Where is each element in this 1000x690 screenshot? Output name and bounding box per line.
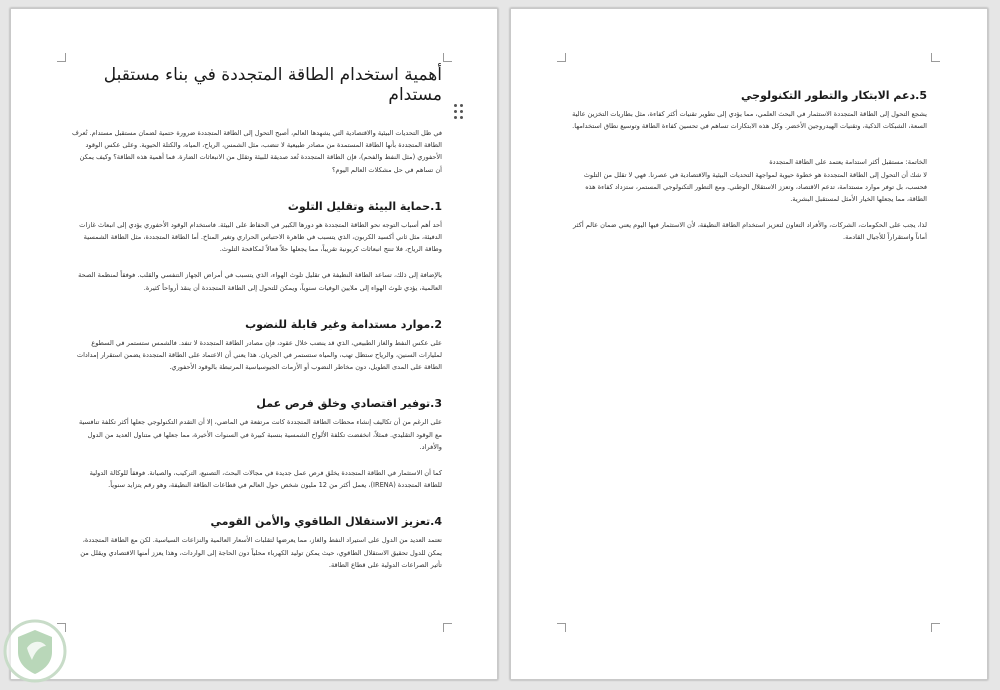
crop-mark [931, 623, 940, 632]
crop-mark [557, 53, 566, 62]
section-paragraph[interactable]: كما أن الاستثمار في الطاقة المتجددة يخلق فرص عمل جديدة في مجالات البحث، التصنيع، التركيب، والصيانة. فوفقاً للوكالة الدولية للطاقة المتجددة (IRENA)، يعمل أكثر من 12 مليون شخص حول العالم في قطاعات الطاقة النظيفة، وهو رقم يتزايد سنوياً. [89, 469, 442, 490]
section-heading[interactable]: 2.موارد مستدامة وغير قابلة للنضوب [245, 317, 442, 331]
drag-handle-icon[interactable] [454, 104, 464, 120]
shield-logo-icon [2, 618, 68, 684]
section-paragraph[interactable]: بالإضافة إلى ذلك، تساعد الطاقة النظيفة في تقليل تلوث الهواء، الذي يتسبب في أمراض الجهاز التنفسي والقلب. فوفقاً لمنظمة الصحة العالمية، يؤدي تلوث الهواء إلى ملايين الوفيات سنوياً، ويمكن للتحول إلى الطاقة المتجددة أن ينقذ أرواحاً كثيرة. [78, 271, 442, 292]
section-heading[interactable]: 4.تعزيز الاستقلال الطاقوي والأمن القومي [210, 515, 442, 529]
crop-mark [443, 623, 452, 632]
page-2-content[interactable] [571, 89, 927, 258]
document-page-2 [510, 8, 988, 680]
document-title[interactable]: أهمية استخدام الطاقة المتجددة في بناء مستقبل مستدام [103, 65, 442, 105]
section-heading[interactable]: 1.حماية البيئة وتقليل التلوث [287, 199, 442, 213]
section-paragraph[interactable]: أحد أهم أسباب التوجه نحو الطاقة المتجددة هو دورها الكبير في الحفاظ على البيئة. فاستخدام الوقود الأحفوري يؤدي إلى انبعاث غازات الدفيئة، مثل ثاني أكسيد الكربون، الذي يتسبب في ظاهرة الاحتباس الحراري وتغير المناخ. أما الطاقة المتجددة، مثل الطاقة الشمسية وطاقة الرياح، فلا تنتج انبعاثات كربونية تقريباً، مما يجعلها حلاً فعالاً لمكافحة التلوث. [79, 220, 442, 254]
section-heading[interactable]: 3.توفير اقتصادي وخلق فرص عمل [256, 397, 442, 411]
section-paragraph[interactable]: على الرغم من أن تكاليف إنشاء محطات الطاقة المتجددة كانت مرتفعة في الماضي، إلا أن التقدم التكنولوجي جعلها أكثر تكلفة تنافسية مع الوقود التقليدي. فمثلاً، انخفضت تكلفة الألواح الشمسية بنسبة كبيرة في السنوات الأخيرة، مما جعلها في متناول العديد من الدول والأفراد. [78, 418, 442, 451]
conclusion-paragraph[interactable]: لا شك أن التحول إلى الطاقة المتجددة هو خطوة حيوية لمواجهة التحديات البيئية والاقتصادية في عصرنا. فهي لا تقلل من التلوث فحسب، بل توفر موارد مستدامة، تدعم الاقتصاد، وتعزز الاستقلال الوطني. ومع التطور التكنولوجي المستمر، ستزداد كفاءة هذه الطاقة، مما يجعلها الخيار الأمثل لمستقبل البشرية. [583, 170, 927, 204]
crop-mark [57, 53, 66, 62]
crop-mark [443, 53, 452, 62]
section-paragraph[interactable]: على عكس النفط والغاز الطبيعي، الذي قد ينضب خلال عقود، فإن مصادر الطاقة المتجددة لا تنفد. فالشمس ستستمر في السطوع لمليارات السنين، والرياح ستظل تهب، والمياه ستستمر في الجريان. هذا يعني أن الاعتماد على الطاقة المتجددة يضمن استقرار إمدادات الطاقة على المدى الطويل، دون مخاطر النضوب أو الأزمات الجيوسياسية المرتبطة بالوقود الأحفوري. [76, 338, 442, 372]
intro-paragraph[interactable]: في ظل التحديات البيئية والاقتصادية التي يشهدها العالم، أصبح التحول إلى الطاقة المتجددة ضرورة حتمية لضمان مستقبل مستدام. تُعرف الطاقة المتجددة بأنها الطاقة المستمدة من مصادر طبيعية لا تنضب، مثل الشمس، الرياح، المياه، والكتلة الحيوية. وعلى عكس الوقود الأحفوري (مثل النفط والفحم)، فإن الطاقة المتجددة تُعد صديقة للبيئة وتقلل من الانبعاثات الضارة. فما أهمية هذه الطاقة؟ وكيف يمكن أن تساهم في حل مشكلات العالم اليوم؟ [71, 129, 442, 174]
crop-mark [931, 53, 940, 62]
conclusion-label[interactable]: الخاتمة: مستقبل أكثر استدامة يعتمد على الطاقة المتجددة [769, 158, 927, 167]
closing-paragraph[interactable]: لذا، يجب على الحكومات، الشركات، والأفراد التعاون لتعزيز استخدام الطاقة النظيفة، لأن الاستثمار فيها اليوم يعني ضمان عالم أكثر أماناً واستقراراً للأجيال القادمة. [573, 221, 927, 242]
section-heading[interactable]: 5.دعم الابتكار والتطور التكنولوجي [741, 89, 927, 102]
page-1-content[interactable] [71, 65, 442, 585]
section-paragraph[interactable]: يشجع التحول إلى الطاقة المتجددة الاستثمار في البحث العلمي، مما يؤدي إلى تطوير تقنيات أكثر كفاءة، مثل بطاريات التخزين عالية السعة، الشبكات الذكية، وتقنيات الهيدروجين الأخضر. وكل هذه الابتكارات تساهم في تحسين كفاءة الطاقة وتوسيع نطاق استخدامها. [572, 110, 927, 131]
document-page-1 [10, 8, 498, 680]
section-paragraph[interactable]: تعتمد العديد من الدول على استيراد النفط والغاز، مما يعرضها لتقلبات الأسعار العالمية والنزاعات السياسية. لكن مع الطاقة المتجددة، يمكن للدول تحقيق الاستقلال الطاقوي، حيث يمكن توليد الكهرباء محلياً دون الحاجة إلى الواردات، وهذا يعزز أمنها الاقتصادي ويقلل من تأثير الصراعات الدولية على قطاع الطاقة. [80, 536, 442, 569]
crop-mark [557, 623, 566, 632]
